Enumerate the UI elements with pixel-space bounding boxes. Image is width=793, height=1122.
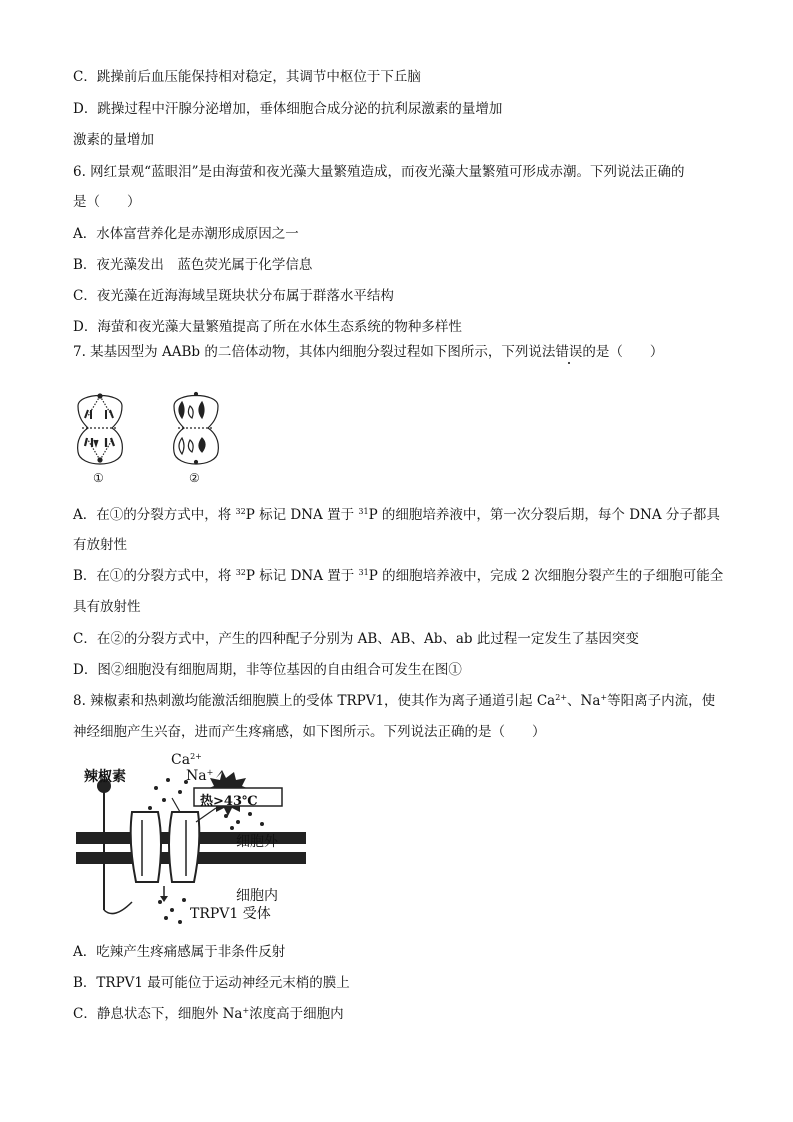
q7-option-b-line2: 具有放射性 <box>73 599 141 615</box>
q8-stem-line2: 神经细胞产生兴奋，进而产生疼痛感，如下图所示。下列说法正确的是（ ） <box>73 724 546 740</box>
heat-label: 热>43℃ <box>200 794 258 809</box>
q8-stem-text3: 等阳离子内流，使 <box>607 693 716 709</box>
q6-option-a: A．水体富营养化是赤潮形成原因之一 <box>73 226 299 242</box>
trpv1-receptor-label: TRPV1 受体 <box>190 906 271 922</box>
q7b-text1: B．在①的分裂方式中，将 <box>73 568 236 584</box>
q5-option-c: C．跳操前后血压能保持相对稳定，其调节中枢位于下丘脑 <box>73 69 421 85</box>
q7-option-a-line2: 有放射性 <box>73 537 127 553</box>
q7-option-d: D．图②细胞没有细胞周期，非等位基因的自由组合可发生在图① <box>73 662 462 678</box>
cell-1-diagram <box>78 394 123 464</box>
q7a-text2: P 标记 DNA 置于 <box>245 507 359 523</box>
q8-option-c <box>73 1005 344 1023</box>
q8-stem-line1 <box>73 692 715 710</box>
na-sup: + <box>206 768 214 777</box>
q6-stem-line2: 是（ ） <box>73 194 141 210</box>
q5-option-d-continuation: 激素的量增加 <box>73 132 154 148</box>
q7b-sup2: 31 <box>358 568 369 577</box>
q8-option-a: A．吃辣产生疼痛感属于非条件反射 <box>73 944 286 960</box>
ca-ion-label <box>171 752 202 768</box>
ca-text: Ca <box>171 752 191 768</box>
q7-stem <box>73 343 663 361</box>
q8-stem-sup1: 2+ <box>555 693 568 702</box>
q6-option-c: C．夜光藻在近海海域呈斑块状分布属于群落水平结构 <box>73 288 394 304</box>
q6-option-b: B．夜光藻发出 蓝色荧光属于化学信息 <box>73 257 313 273</box>
figure-label-1: ① <box>93 471 104 485</box>
q7a-text1: A．在①的分裂方式中，将 <box>73 507 236 523</box>
na-text: Na <box>186 768 207 784</box>
q7a-sup2: 31 <box>358 507 369 516</box>
q7-option-c: C．在②的分裂方式中，产生的四种配子分别为 AB、AB、Ab、ab 此过程一定发生了基因突变 <box>73 631 639 647</box>
q6-stem-line1: 6. 网红景观“蓝眼泪”是由海萤和夜光藻大量繁殖造成，而夜光藻大量繁殖可形成赤潮。下列说法正确的 <box>73 164 685 180</box>
q7b-sup1: 32 <box>235 568 246 577</box>
q6-option-d: D．海萤和夜光藻大量繁殖提高了所在水体生态系统的物种多样性 <box>73 319 462 335</box>
q8c-sup: + <box>242 1006 250 1015</box>
q7a-sup1: 32 <box>235 507 246 516</box>
q7-option-a-line1 <box>73 506 720 524</box>
q8-stem-text2: 、Na <box>567 693 601 709</box>
q5-option-d: D．跳操过程中汗腺分泌增加，垂体细胞合成分泌的抗利尿激素的量增加 <box>73 101 503 117</box>
outside-cell-label: 细胞外 <box>236 834 278 850</box>
capsaicin-label: 辣椒素 <box>84 769 126 785</box>
cell-2-diagram <box>174 393 219 465</box>
q8-stem-text1: 8. 辣椒素和热刺激均能激活细胞膜上的受体 TRPV1，使其作为离子通道引起 Ca <box>73 693 556 709</box>
q8c-text2: 浓度高于细胞内 <box>249 1006 344 1022</box>
q7-stem-text: 7. 某基因型为 AABb 的二倍体动物，其体内细胞分裂过程如下图所示，下列说法 <box>73 344 556 360</box>
q8-stem-sup2: + <box>600 693 608 702</box>
q8c-text1: C．静息状态下，细胞外 Na <box>73 1006 243 1022</box>
q8-option-b: B．TRPV1 最可能位于运动神经元末梢的膜上 <box>73 975 350 991</box>
na-ion-label <box>186 768 213 784</box>
inside-cell-label: 细胞内 <box>236 888 278 904</box>
figure-label-2: ② <box>189 471 200 485</box>
q7a-text3: P 的细胞培养液中，第一次分裂后期，每个 DNA 分子都具 <box>368 507 720 523</box>
ca-sup: 2+ <box>190 752 202 761</box>
q7-stem-emphasis: 错误 <box>555 344 583 360</box>
q7-option-b-line1 <box>73 567 723 585</box>
q7b-text2: P 标记 DNA 置于 <box>245 568 359 584</box>
q7-stem-tail: 的是（ ） <box>582 344 664 360</box>
q7b-text3: P 的细胞培养液中，完成 2 次细胞分裂产生的子细胞可能全 <box>368 568 724 584</box>
